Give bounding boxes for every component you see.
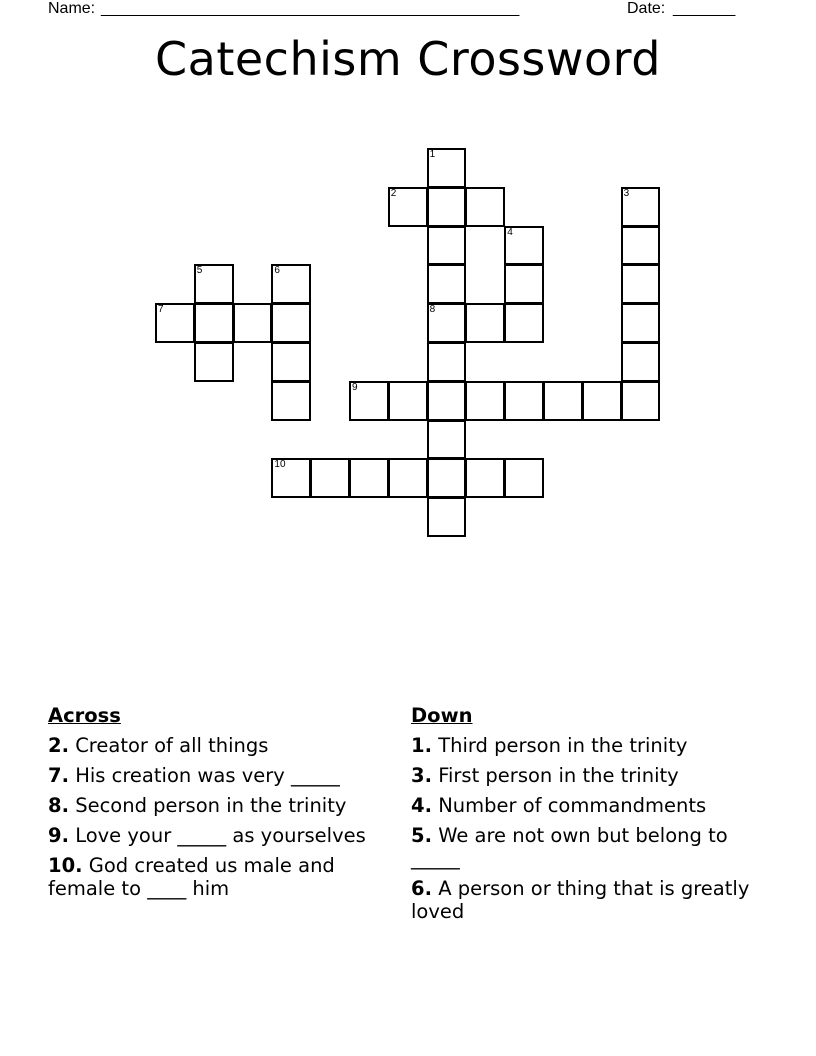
grid-cell[interactable] bbox=[504, 458, 544, 498]
clue-across-9 bbox=[48, 824, 388, 847]
grid-cell[interactable] bbox=[621, 381, 661, 421]
grid-cell[interactable] bbox=[621, 226, 661, 266]
grid-cell[interactable] bbox=[194, 303, 234, 343]
grid-cell[interactable] bbox=[465, 381, 505, 421]
grid-cell[interactable] bbox=[233, 303, 273, 343]
down-heading: Down bbox=[411, 704, 473, 727]
grid-cell[interactable] bbox=[271, 264, 311, 304]
clue-text: We are not own but belong to _____ bbox=[411, 824, 728, 870]
grid-cell[interactable] bbox=[543, 381, 583, 421]
clue-number: 9. bbox=[48, 824, 69, 847]
grid-cell[interactable] bbox=[194, 342, 234, 382]
grid-cell[interactable] bbox=[388, 381, 428, 421]
grid-cell[interactable] bbox=[621, 342, 661, 382]
clue-number: 2. bbox=[48, 734, 69, 757]
grid-cell[interactable] bbox=[504, 264, 544, 304]
across-heading: Across bbox=[48, 704, 121, 727]
grid-cell[interactable] bbox=[271, 303, 311, 343]
grid-cell[interactable] bbox=[194, 264, 234, 304]
cell-number: 9 bbox=[352, 381, 358, 393]
clue-text: Third person in the trinity bbox=[438, 734, 688, 757]
date-blank[interactable]: _______ bbox=[673, 0, 736, 17]
clue-number: 10. bbox=[48, 854, 83, 877]
clue-down-3 bbox=[411, 764, 751, 787]
cell-number: 1 bbox=[429, 149, 436, 160]
grid-cell[interactable] bbox=[465, 303, 505, 343]
clue-text: Number of commandments bbox=[438, 794, 707, 817]
grid-cell[interactable] bbox=[271, 381, 311, 421]
grid-cell[interactable] bbox=[465, 187, 505, 227]
grid-cell[interactable] bbox=[427, 497, 467, 537]
grid-cell[interactable] bbox=[427, 458, 467, 498]
across-clues bbox=[48, 704, 388, 907]
name-label: Name: bbox=[48, 0, 96, 17]
grid-cell[interactable] bbox=[621, 187, 661, 227]
grid-cell[interactable] bbox=[465, 458, 505, 498]
cell-number: 3 bbox=[623, 187, 630, 199]
clue-text: First person in the trinity bbox=[438, 764, 679, 787]
cell-number: 5 bbox=[196, 265, 203, 277]
grid-cell[interactable] bbox=[621, 303, 661, 343]
grid-cell[interactable] bbox=[427, 148, 467, 188]
clue-text: Second person in the trinity bbox=[75, 794, 347, 817]
clue-number: 3. bbox=[411, 764, 432, 787]
clue-down-4 bbox=[411, 794, 751, 817]
grid-cell[interactable] bbox=[427, 187, 467, 227]
clue-text: God created us male and female to ____ him bbox=[48, 854, 335, 900]
cell-number: 8 bbox=[429, 304, 436, 316]
clue-down-1 bbox=[411, 734, 751, 757]
grid-cell[interactable] bbox=[271, 342, 311, 382]
clue-number: 1. bbox=[411, 734, 432, 757]
grid-cell[interactable] bbox=[427, 381, 467, 421]
clue-text: A person or thing that is greatly loved bbox=[411, 877, 750, 923]
clue-number: 8. bbox=[48, 794, 69, 817]
grid-cell[interactable] bbox=[427, 342, 467, 382]
grid-cell[interactable] bbox=[504, 303, 544, 343]
grid-cell[interactable] bbox=[271, 458, 311, 498]
grid-cell[interactable] bbox=[349, 381, 389, 421]
cell-number: 4 bbox=[507, 226, 513, 238]
clue-number: 7. bbox=[48, 764, 69, 787]
clue-across-10 bbox=[48, 854, 388, 900]
grid-cell[interactable] bbox=[349, 458, 389, 498]
grid-cell[interactable] bbox=[582, 381, 622, 421]
cell-number: 10 bbox=[274, 459, 286, 471]
grid-cell[interactable] bbox=[427, 420, 467, 460]
clue-down-6 bbox=[411, 877, 751, 923]
page-title: Catechism Crossword bbox=[155, 32, 661, 86]
clue-across-8 bbox=[48, 794, 388, 817]
name-blank[interactable]: _______________________________________________ bbox=[101, 0, 520, 17]
clue-across-2 bbox=[48, 734, 388, 757]
grid-cell[interactable] bbox=[310, 458, 350, 498]
clue-text: Creator of all things bbox=[75, 734, 269, 757]
cell-number: 6 bbox=[274, 265, 280, 277]
grid-cell[interactable] bbox=[427, 264, 467, 304]
date-label: Date: bbox=[627, 0, 666, 17]
grid-cell[interactable] bbox=[504, 381, 544, 421]
clue-across-7 bbox=[48, 764, 388, 787]
grid-cell[interactable] bbox=[427, 303, 467, 343]
clue-number: 5. bbox=[411, 824, 432, 847]
cell-number: 2 bbox=[390, 187, 397, 199]
grid-cell[interactable] bbox=[388, 187, 428, 227]
clue-number: 4. bbox=[411, 794, 432, 817]
clue-text: Love your _____ as yourselves bbox=[75, 824, 366, 847]
grid-cell[interactable] bbox=[504, 226, 544, 266]
clue-text: His creation was very _____ bbox=[75, 764, 340, 787]
clue-down-5 bbox=[411, 824, 751, 870]
grid-cell[interactable] bbox=[427, 226, 467, 266]
grid-cell[interactable] bbox=[388, 458, 428, 498]
grid-cell[interactable] bbox=[155, 303, 195, 343]
cell-number: 7 bbox=[158, 304, 164, 316]
grid-cell[interactable] bbox=[621, 264, 661, 304]
down-clues bbox=[411, 704, 751, 930]
clue-number: 6. bbox=[411, 877, 432, 900]
